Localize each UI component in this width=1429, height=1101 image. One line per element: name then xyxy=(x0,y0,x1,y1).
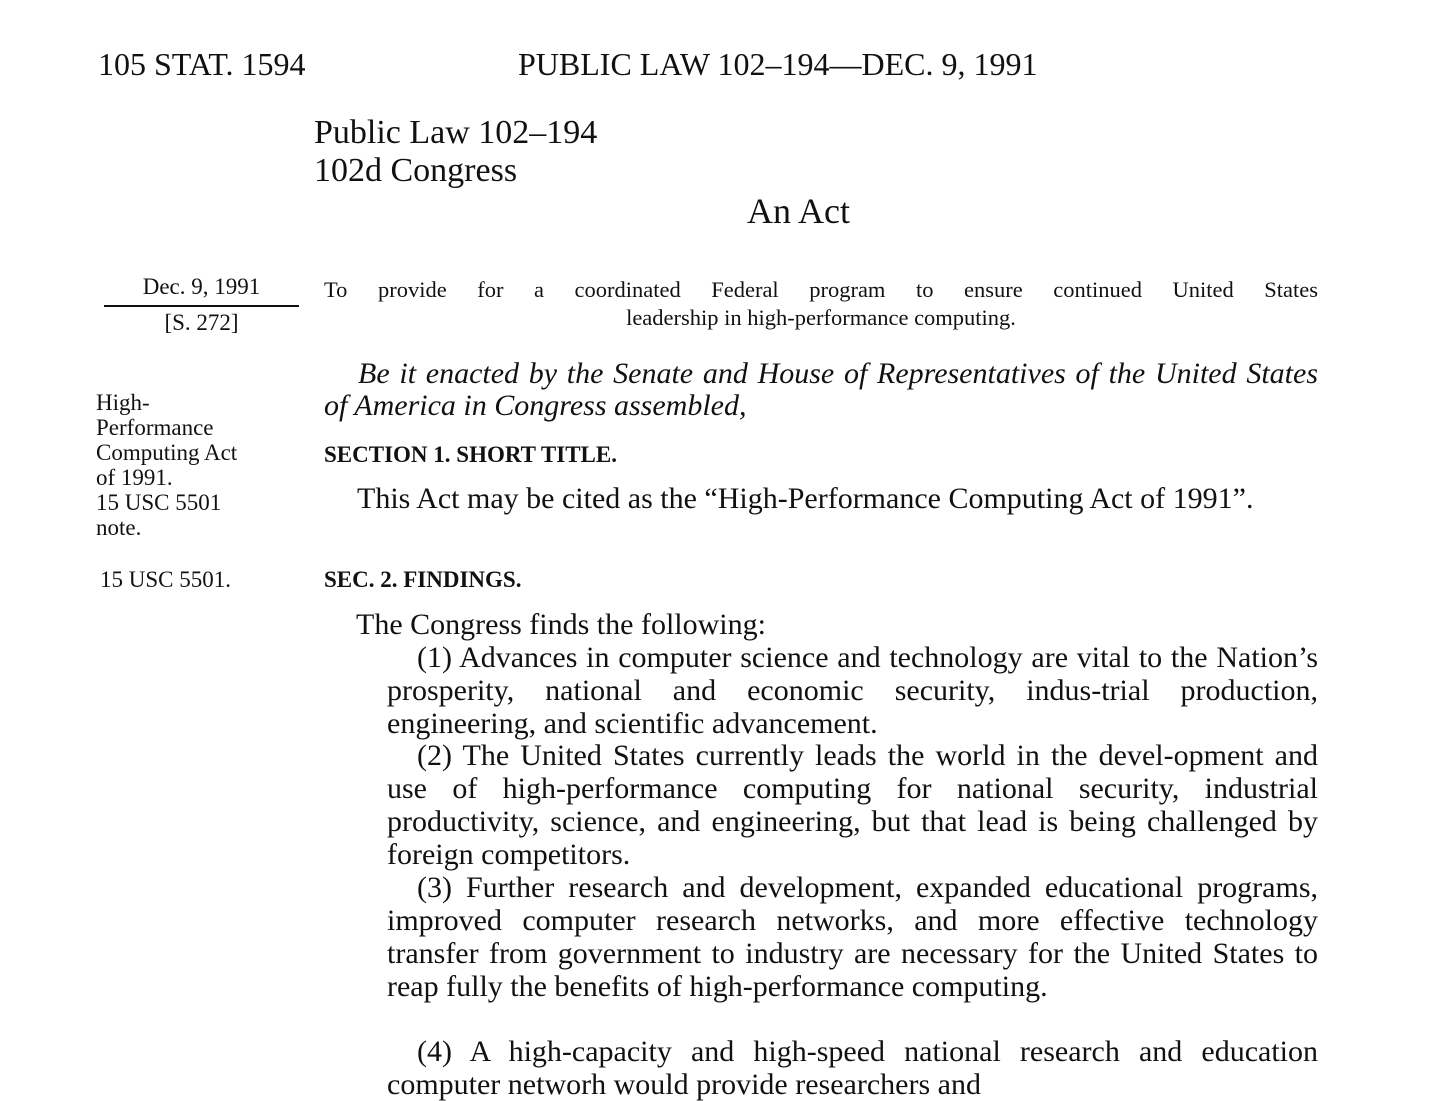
purpose-clause xyxy=(324,276,1318,332)
margin-bill-number: [S. 272] xyxy=(164,310,239,335)
margin-note-line: of 1991. xyxy=(96,465,173,490)
margin-note-line: Performance xyxy=(96,415,214,440)
finding-item-3: (3) Further research and development, expanded educational programs, improved computer research networks, and more effective technology transfer from government to industry are necessary for the United States to reap fully the benefits of high-performance computing. xyxy=(387,871,1318,1003)
margin-date: Dec. 9, 1991 xyxy=(142,274,261,299)
margin-note-line: Computing Act xyxy=(96,440,238,465)
stat-page-reference: 105 STAT. 1594 xyxy=(98,46,306,82)
act-title: An Act xyxy=(747,191,850,231)
finding-item-1: (1) Advances in computer science and technology are vital to the Nation’s prosperity, national and economic security, indus-trial production, engineering, and scientific advancement. xyxy=(387,641,1318,740)
congress-number: 102d Congress xyxy=(314,152,518,189)
section-1-text: This Act may be cited as the “High-Performance Computing Act of 1991”. xyxy=(357,482,1254,515)
margin-note-line: note. xyxy=(96,515,142,540)
margin-note-findings: 15 USC 5501. xyxy=(100,567,231,592)
purpose-line-1: To provide for a coordinated Federal program to ensure continued United States xyxy=(324,277,1318,302)
purpose-line-2: leadership in high-performance computing. xyxy=(626,305,1016,330)
section-1-heading: SECTION 1. SHORT TITLE. xyxy=(324,442,617,467)
section-2-heading: SEC. 2. FINDINGS. xyxy=(324,567,522,592)
margin-divider xyxy=(104,305,299,307)
law-designation xyxy=(314,114,597,190)
enacting-clause: Be it enacted by the Senate and House of Representatives of the United States of America in Congress assembled, xyxy=(324,357,1318,422)
margin-note-short-title xyxy=(96,390,306,540)
finding-item-2: (2) The United States currently leads the world in the devel-opment and use of high-performance computing for national security, industrial productivity, science, and engineering, but that lead is being challenged by foreign competitors. xyxy=(387,739,1318,871)
law-number: Public Law 102–194 xyxy=(314,114,598,151)
margin-note-line: High- xyxy=(96,390,150,415)
finding-item-4: (4) A high-capacity and high-speed national research and education computer networh would provide researchers and xyxy=(387,1035,1318,1101)
running-head-law: PUBLIC LAW 102–194—DEC. 9, 1991 xyxy=(518,46,1038,82)
findings-intro: The Congress finds the following: xyxy=(356,608,766,641)
margin-note-line: 15 USC 5501 xyxy=(96,490,222,515)
